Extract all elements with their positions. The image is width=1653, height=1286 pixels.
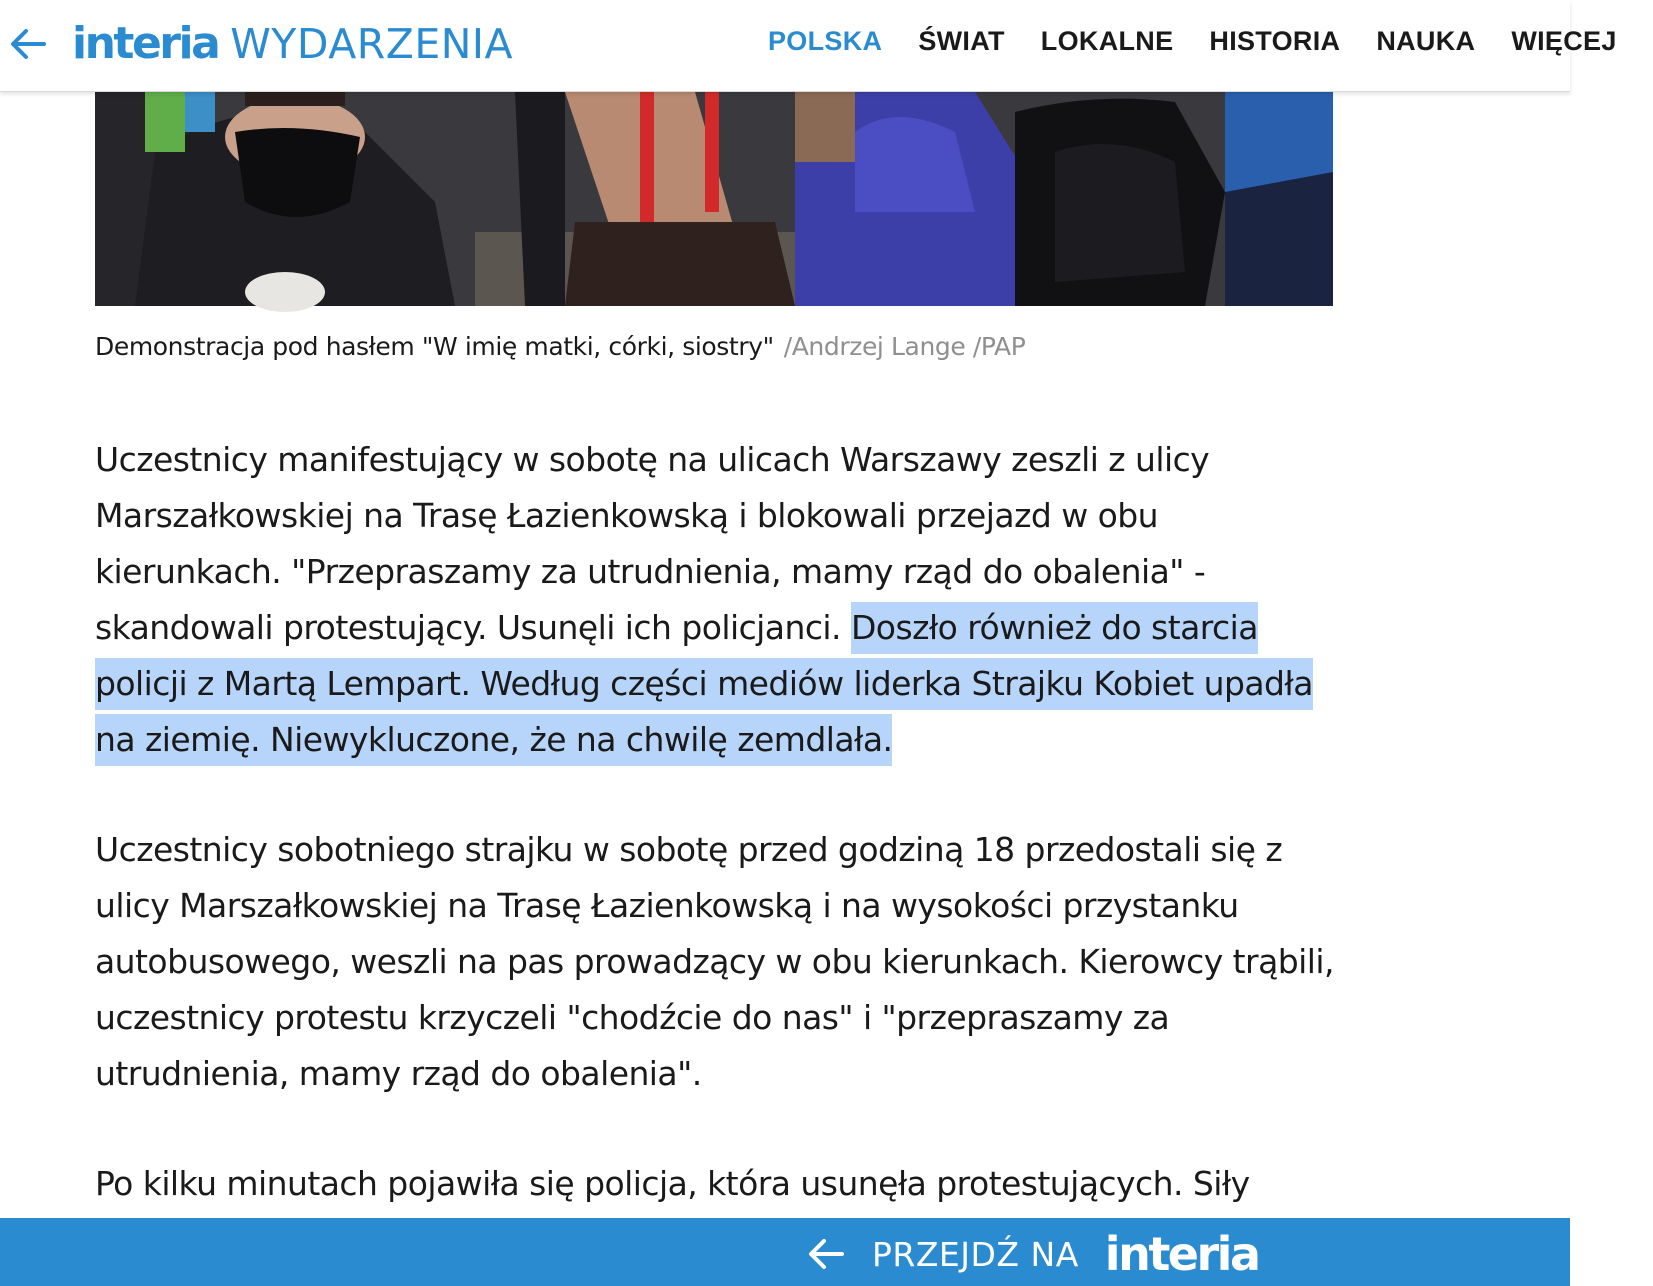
selected-text-highlight[interactable]: Doszło również do starcia policji z Martą Lempart. Według części mediów liderka Strajku Kobiet upadła na ziemię. Niewykluczone, że na chwilę zemdlała. bbox=[95, 602, 1313, 766]
nav-item-lokalne[interactable]: LOKALNE bbox=[1040, 26, 1174, 56]
goto-interia-link[interactable] bbox=[806, 1227, 1259, 1281]
article-photo bbox=[95, 92, 1333, 306]
article-paragraph: Uczestnicy sobotniego strajku w sobotę przed godziną 18 przedostali się z ulicy Marszałkowskiej na Trasę Łazienkowską i na wysokości przystanku autobusowego, weszli na pas prowadzący w obu kierunkach. Kierowcy trąbili, uczestnicy protestu krzyczeli "chodźcie do nas" i "przepraszamy za utrudnienia, mamy rząd do obalenia". bbox=[95, 830, 1334, 1093]
bottom-goto-bar bbox=[0, 1218, 1570, 1286]
protest-photo-illustration bbox=[95, 92, 1333, 306]
interia-logo-link[interactable] bbox=[72, 14, 513, 74]
interia-logo: interia bbox=[1104, 1227, 1259, 1281]
caption-text: Demonstracja pod hasłem "W imię matki, córki, siostry" bbox=[95, 332, 774, 361]
top-navigation-bar bbox=[0, 0, 1617, 92]
nav-item-wiecej[interactable]: WIĘCEJ bbox=[1511, 26, 1617, 56]
article-paragraph bbox=[95, 432, 1335, 768]
photo-credit: /Andrzej Lange /PAP bbox=[783, 332, 1026, 361]
goto-label: PRZEJDŹ NA bbox=[872, 1234, 1079, 1274]
main-nav bbox=[768, 26, 1653, 57]
nav-item-nauka[interactable]: NAUKA bbox=[1376, 26, 1476, 56]
nav-item-swiat[interactable]: ŚWIAT bbox=[918, 26, 1005, 56]
interia-logo: interia bbox=[72, 18, 219, 69]
photo-caption bbox=[95, 332, 1335, 361]
paragraph-text: Uczestnicy manifestujący w sobotę na ulicach Warszawy zeszli z ulicy Marszałkowskiej na Trasę Łazienkowską i blokowali przejazd w obu kierunkach. "Przepraszamy za utrudnienia, mamy rząd do obalenia" - skandowali protestujący. Usunęli ich policjanci. bbox=[95, 440, 1210, 647]
article-paragraph: Po kilku minutach pojawiła się policja, która usunęła protestujących. Siły bbox=[95, 1164, 1250, 1203]
nav-item-polska[interactable]: POLSKA bbox=[768, 26, 883, 56]
arrow-left-icon bbox=[806, 1234, 846, 1274]
back-button[interactable] bbox=[8, 24, 48, 64]
article-body bbox=[95, 432, 1335, 1266]
arrow-left-icon bbox=[8, 24, 48, 64]
section-title: WYDARZENIA bbox=[230, 19, 514, 68]
nav-item-historia[interactable]: HISTORIA bbox=[1209, 26, 1341, 56]
